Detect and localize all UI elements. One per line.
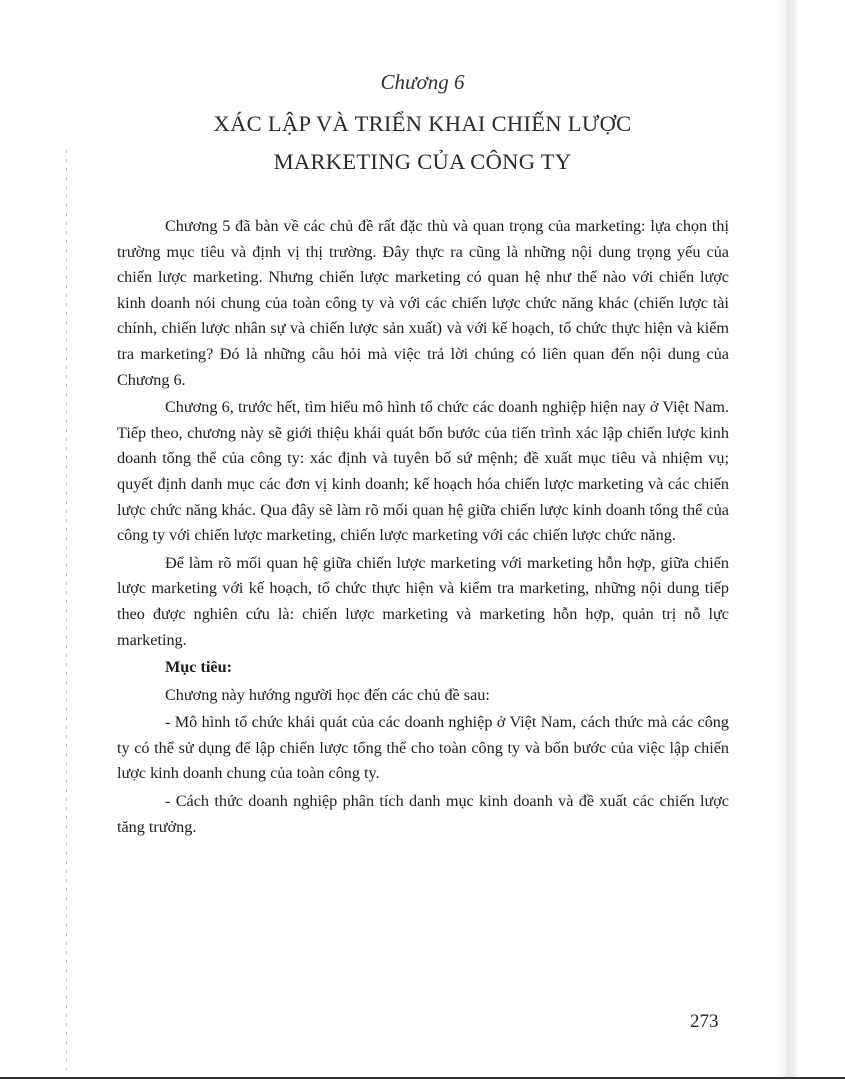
scan-margin-marks-left — [66, 150, 67, 1070]
objective-item: - Mô hình tổ chức khái quát của các doanh nghiệp ở Việt Nam, cách thức mà các công ty có thể sử dụng để lập chiến lược tổng thể cho toàn công ty và bốn bước của việc lập chiến lược kinh doanh chung của toàn công ty. — [117, 713, 729, 783]
paragraph-overview: Chương 6, trước hết, tìm hiểu mô hình tổ chức các doanh nghiệp hiện nay ở Việt Nam. Tiếp theo, chương này sẽ giới thiệu khái quát bốn bước của tiến trình xác lập chiến lược kinh doanh tổng thể của công ty: xác định và tuyên bố sứ mệnh; đề xuất mục tiêu và nhiệm vụ; quyết định danh mục các đơn vị kinh doanh; kế hoạch hóa chiến lược marketing và các chiến lược chức năng khác. Qua đây sẽ làm rõ mối quan hệ giữa chiến lược kinh doanh tổng thể của công ty với chiến lược marketing, chiến lược marketing với các chiến lược chức năng. — [117, 398, 729, 545]
objective-item: - Cách thức doanh nghiệp phân tích danh mục kinh doanh và đề xuất các chiến lược tăng trưởng. — [117, 792, 729, 836]
objectives-heading: Mục tiêu: — [165, 658, 232, 677]
objectives-intro: Chương này hướng người học đến các chủ đề sau: — [165, 685, 490, 704]
chapter-title — [150, 105, 695, 181]
scan-bottom-edge — [0, 1077, 845, 1079]
chapter-title-line-2: MARKETING CỦA CÔNG TY — [273, 149, 572, 174]
paragraph-relationship: Để làm rõ mối quan hệ giữa chiến lược marketing với marketing hỗn hợp, giữa chiến lược marketing với kế hoạch, tổ chức thực hiện và kiểm tra marketing, những nội dung tiếp theo được nghiên cứu là: chiến lược marketing và marketing hỗn hợp, quản trị nỗ lực marketing. — [117, 553, 729, 649]
chapter-label: Chương 6 — [380, 70, 465, 94]
chapter-title-line-1: XÁC LẬP VÀ TRIỂN KHAI CHIẾN LƯỢC — [213, 111, 632, 136]
scan-shadow-right — [777, 0, 797, 1078]
body-text — [117, 214, 729, 842]
paragraph-intro: Chương 5 đã bàn về các chủ đề rất đặc thù và quan trọng của marketing: lựa chọn thị trường mục tiêu và định vị thị trường. Đây thực ra cũng là những nội dung trọng yếu của chiến lược marketing. Nhưng chiến lược marketing có quan hệ như thế nào với chiến lược kinh doanh nói chung của toàn công ty và với các chiến lược chức năng khác (chiến lược tài chính, chiến lược nhân sự và chiến lược sản xuất) và với kế hoạch, tổ chức thực hiện và kiểm tra marketing? Đó là những câu hỏi mà việc trả lời chúng có liên quan đến nội dung của Chương 6. — [117, 217, 729, 389]
page-number: 273 — [690, 1011, 719, 1032]
